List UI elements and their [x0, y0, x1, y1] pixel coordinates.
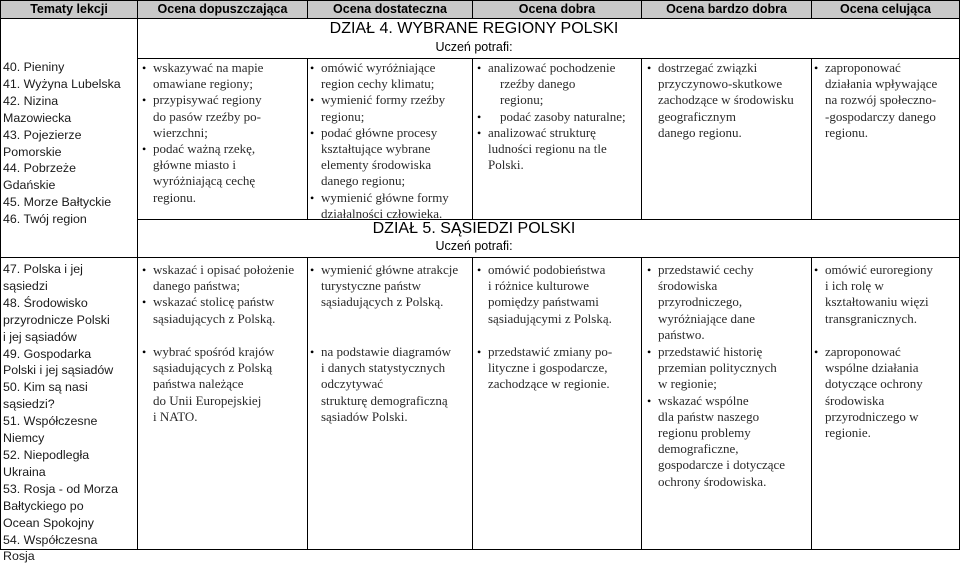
text-line: pomiędzy państwami	[488, 294, 599, 310]
s4-celujaca-cell	[825, 60, 937, 141]
text-line: państwa należące	[153, 376, 244, 392]
section-5-title: DZIAŁ 5. SĄSIEDZI POLSKI	[372, 220, 576, 237]
text-line: wspólne działania	[825, 360, 919, 376]
s5-dopuszczajaca-cell-2	[153, 344, 274, 425]
text-line: państwo.	[658, 326, 705, 342]
text-line: do pasów rzeźby po-	[153, 108, 261, 124]
s4-dopuszczajaca-cell	[153, 60, 263, 206]
text-line: regionu.	[825, 124, 868, 140]
text-line: gospodarcze i dotyczące	[658, 457, 786, 473]
topic-line: Rosja	[3, 549, 35, 564]
topic-line: 48. Środowisko	[3, 295, 88, 310]
header-dostateczna: Ocena dostateczna	[307, 0, 473, 19]
text-line: omawiane regiony;	[153, 76, 253, 92]
s5-celujaca-cell-1	[825, 262, 933, 327]
topic-line: 50. Kim są nasi	[3, 380, 88, 395]
s5-dopuszczajaca-cell-1	[153, 262, 294, 327]
text-line: sąsiadujących z Polską	[153, 360, 273, 376]
topic-line: 52. Niepodległa	[3, 447, 90, 462]
s4-dostateczna-cell	[321, 60, 449, 222]
topic-line: sąsiedzi	[3, 278, 48, 293]
grid-line	[641, 58, 642, 219]
section-5-subtitle: Uczeń potrafi:	[435, 239, 513, 253]
bullet-item: • wskazać i opisać położenie	[153, 262, 294, 278]
text-line: ochrony środowiska.	[658, 473, 767, 489]
grid-line	[0, 18, 1, 550]
text-line: elementy środowiska	[321, 157, 432, 173]
bullet-item: • dostrzegać związki	[658, 60, 794, 76]
text-line: sąsiadujących z Polską.	[153, 310, 276, 326]
text-line: dla państw naszego	[658, 408, 760, 424]
grid-line	[137, 58, 960, 59]
text-line: danego regionu;	[321, 173, 406, 189]
text-line: sąsiadów Polski.	[321, 408, 408, 424]
topic-line: Gdańskie	[3, 178, 56, 193]
section-4-subtitle: Uczeń potrafi:	[435, 40, 513, 54]
grid-line	[811, 257, 812, 550]
bullet-item: • wskazać stolicę państw	[153, 294, 294, 310]
grid-line	[811, 58, 812, 219]
text-line: regionu;	[500, 92, 544, 108]
bullet-item: • zaproponować	[825, 60, 937, 76]
text-line: i ich rolę w	[825, 278, 884, 294]
bullet-item: • wskazać wspólne	[658, 393, 785, 409]
text-line: dotyczące ochrony	[825, 376, 923, 392]
bullet-item: • na podstawie diagramów	[321, 344, 451, 360]
topic-line: Niemcy	[3, 431, 45, 446]
s5-dostateczna-cell-1	[321, 262, 458, 311]
topic-line: 43. Pojezierze	[3, 127, 82, 142]
topic-line: Polski i jej sąsiadów	[3, 363, 114, 378]
text-line: regionu;	[321, 108, 365, 124]
header-bardzo-dobra: Ocena bardzo dobra	[641, 0, 812, 19]
text-line: wyróżniającą cechę	[153, 173, 256, 189]
bullet-item: • wymienić główne atrakcje	[321, 262, 458, 278]
text-line: kształtujące wybrane	[321, 141, 431, 157]
grid-line	[472, 257, 473, 550]
bullet-item: • podać główne procesy	[321, 125, 449, 141]
topic-line: 47. Polska i jej	[3, 262, 83, 276]
topic-line: 42. Nizina	[3, 93, 59, 108]
s4-bardzo-dobra-cell	[658, 60, 794, 141]
s5-dobra-cell-2	[488, 344, 612, 393]
text-line: sąsiadujących z Polską.	[321, 294, 444, 310]
s5-dostateczna-cell-2	[321, 344, 451, 425]
topic-line: 53. Rosja - od Morza	[3, 481, 119, 496]
section-5-topics	[3, 261, 118, 565]
s5-bardzo-dobra-cell-2	[658, 344, 785, 490]
topic-line: sąsiedzi?	[3, 397, 55, 412]
section-4-title: DZIAŁ 4. WYBRANE REGIONY POLSKI	[329, 20, 619, 37]
text-line: ludności regionu na tle	[488, 141, 607, 157]
text-line: turystyczne państw	[321, 278, 422, 294]
text-line: transgranicznych.	[825, 310, 918, 326]
topic-line: Bałtyckiego po	[3, 498, 84, 513]
header-celujaca: Ocena celująca	[811, 0, 960, 19]
text-line: na rozwój społeczno-	[825, 92, 937, 108]
text-line: demograficzne,	[658, 441, 739, 457]
text-line: w regionie;	[658, 376, 717, 392]
topic-line: Ocean Spokojny	[3, 515, 94, 530]
text-line: odczytywać	[321, 376, 384, 392]
header-dopuszczajaca: Ocena dopuszczająca	[137, 0, 308, 19]
topic-line: 49. Gospodarka	[3, 346, 92, 361]
grid-line	[307, 58, 308, 219]
text-line: i różnice kulturowe	[488, 278, 590, 294]
bullet-item: • omówić podobieństwa	[488, 262, 612, 278]
bullet-item: • wskazywać na mapie	[153, 60, 263, 76]
text-line: regionie.	[825, 425, 871, 441]
text-line: geograficznym	[658, 108, 736, 124]
text-line: lityczne i gospodarcze,	[488, 360, 608, 376]
text-line: kształtowaniu więzi	[825, 294, 929, 310]
bullet-item: • przypisywać regiony	[153, 92, 263, 108]
s5-bardzo-dobra-cell-1	[658, 262, 755, 343]
text-line: środowiska	[825, 392, 885, 408]
text-line: wierzchni;	[153, 124, 208, 140]
topic-line: 51. Współczesne	[3, 414, 98, 429]
bullet-item: • wymienić główne formy	[321, 190, 449, 206]
bullet-item: • przedstawić zmiany po-	[488, 344, 612, 360]
text-line: wyróżniające dane	[658, 310, 756, 326]
text-line: zachodzące w regionie.	[488, 376, 610, 392]
topic-line: Pomorskie	[3, 144, 62, 159]
grid-line	[472, 58, 473, 219]
s5-dobra-cell-1	[488, 262, 612, 327]
text-line: -gospodarczy danego	[825, 108, 936, 124]
text-line: przyrodniczego,	[658, 294, 743, 310]
header-tematy: Tematy lekcji	[0, 0, 138, 19]
text-line: danego państwa;	[153, 278, 241, 294]
text-line: i NATO.	[153, 408, 198, 424]
topic-line: Ukraina	[3, 464, 46, 479]
grid-line	[641, 257, 642, 550]
topic-line: 45. Morze Bałtyckie	[3, 195, 112, 210]
topic-line: 54. Współczesna	[3, 532, 98, 547]
topic-line: 41. Wyżyna Lubelska	[3, 76, 121, 91]
bullet-item: • podać ważną rzekę,	[153, 141, 263, 157]
s5-celujaca-cell-2	[825, 344, 923, 441]
text-line: regionu.	[153, 189, 196, 205]
bullet-item: • przedstawić cechy	[658, 262, 755, 278]
bullet-item: • wybrać spośród krajów	[153, 344, 274, 360]
topic-line: 46. Twój region	[3, 212, 87, 227]
bullet-item: • zaproponować	[825, 344, 923, 360]
text-line: region cechy klimatu;	[321, 76, 435, 92]
section-4-topics	[3, 59, 121, 228]
text-line: przemian politycznych	[658, 360, 777, 376]
text-line: regionu problemy	[658, 425, 751, 441]
text-line: zachodzące w środowisku	[658, 92, 794, 108]
bullet-item: • omówić euroregiony	[825, 262, 933, 278]
text-line: danego regionu.	[658, 124, 742, 140]
text-line: do Unii Europejskiej	[153, 392, 262, 408]
s4-dobra-cell	[488, 60, 626, 173]
text-line: główne miasto i	[153, 157, 237, 173]
grid-line	[137, 18, 138, 550]
topic-line: Mazowiecka	[3, 110, 72, 125]
topic-line: przyrodnicze Polski	[3, 312, 110, 327]
bullet-item: • analizować pochodzenie	[488, 60, 626, 76]
text-line: i danych statystycznych	[321, 360, 446, 376]
text-line: środowiska	[658, 278, 718, 294]
bullet-item: • wymienić formy rzeźby	[321, 92, 449, 108]
bullet-item: • omówić wyróżniające	[321, 60, 449, 76]
text-line: rzeźby danego	[500, 76, 576, 92]
text-line: przyrodniczego w	[825, 408, 919, 424]
bullet-item: • przedstawić historię	[658, 344, 785, 360]
text-line: Polski.	[488, 157, 524, 173]
text-line: działania wpływające	[825, 76, 938, 92]
text-line: działalności człowieka.	[321, 205, 443, 221]
topic-line: 40. Pieniny	[3, 60, 65, 74]
grid-line	[307, 257, 308, 550]
bullet-item: • analizować strukturę	[488, 125, 626, 141]
bullet-item: • podać zasoby naturalne;	[488, 109, 626, 125]
header-dobra: Ocena dobra	[472, 0, 642, 19]
topic-line: i jej sąsiadów	[3, 329, 77, 344]
topic-line: 44. Pobrzeże	[3, 161, 77, 176]
text-line: strukturę demograficzną	[321, 392, 448, 408]
text-line: przyczynowo-skutkowe	[658, 76, 783, 92]
text-line: sąsiadującymi z Polską.	[488, 310, 612, 326]
grid-line	[0, 257, 960, 258]
